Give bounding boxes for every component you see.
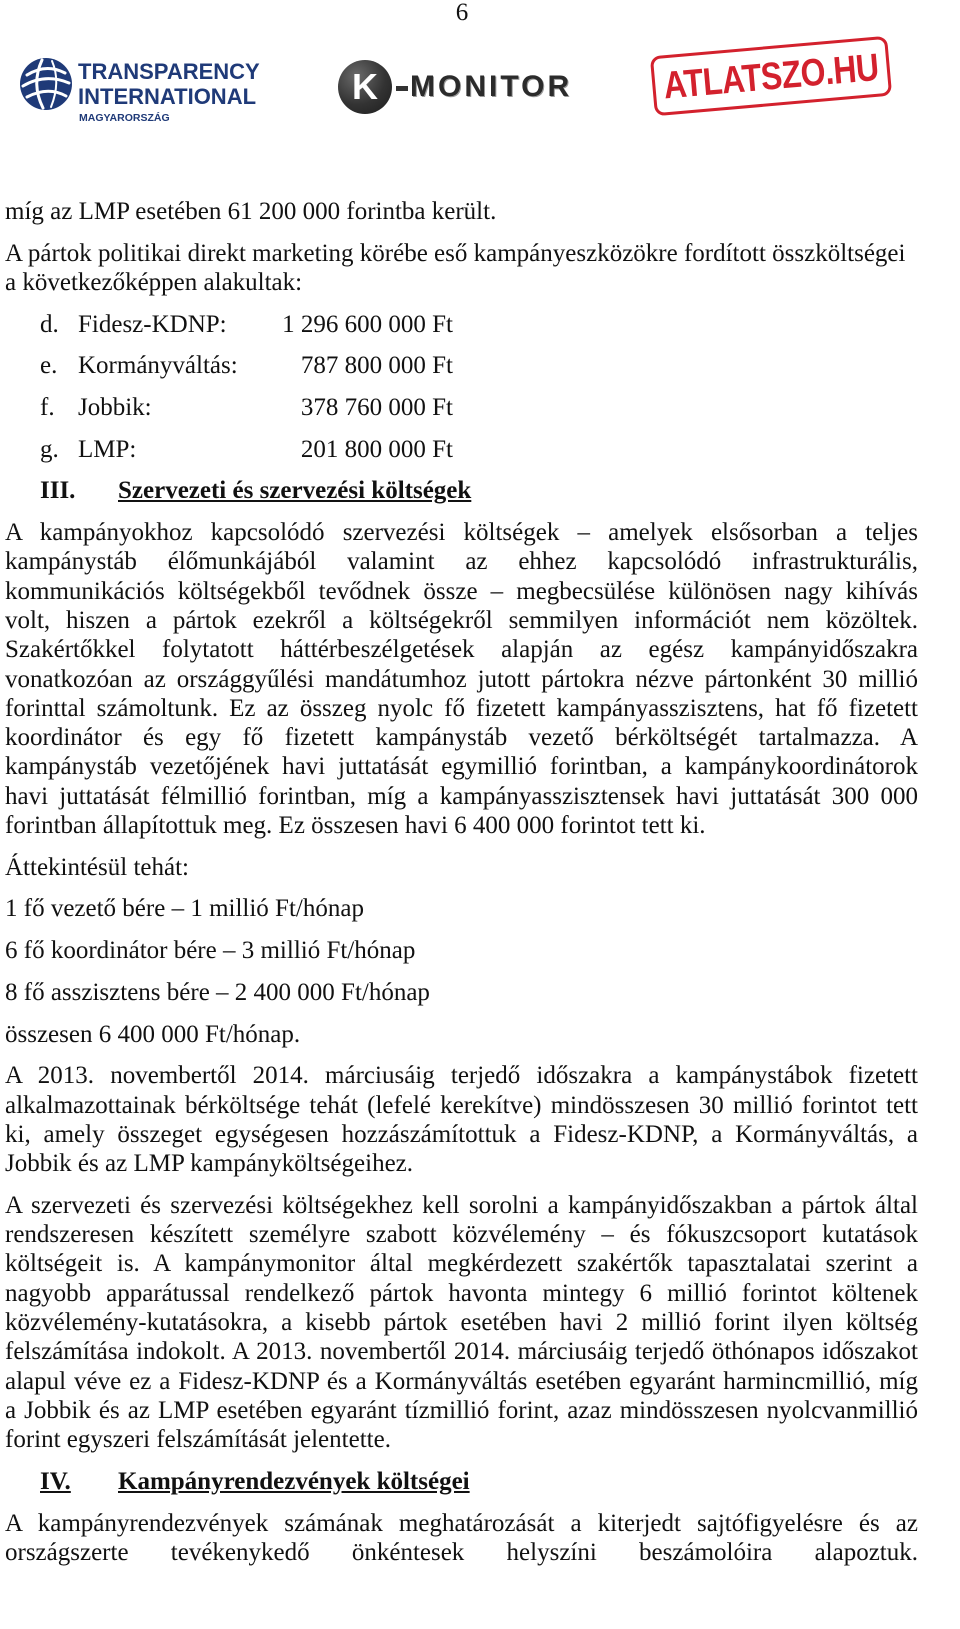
paragraph-line: A pártok politikai direkt marketing körébe eső kampányeszközökre fordított összköltségei xyxy=(5,239,906,267)
paragraph-line: kommunikációs költségekből tevődnek össze – megbecsülése különösen nagy kihívás xyxy=(5,577,918,605)
paragraph-line: 8 fő asszisztens bére – 2 400 000 Ft/hónap xyxy=(5,978,430,1006)
atlatszo-logo xyxy=(650,36,892,117)
section-title: Szervezeti és szervezési költségek xyxy=(118,477,472,505)
cost-amount: 1 296 600 000 Ft xyxy=(282,310,453,338)
party-name: Jobbik: xyxy=(78,394,152,422)
logo-text: ATLATSZO.HU xyxy=(661,45,881,107)
paragraph-line: 6 fő koordinátor bére – 3 millió Ft/hónap xyxy=(5,937,416,965)
paragraph-line: Jobbik és az LMP kampányköltségeihez. xyxy=(5,1150,414,1178)
k-monitor-badge: K xyxy=(338,60,392,114)
paragraph-line: A kampányokhoz kapcsolódó szervezési költségek – amelyek elsősorban a teljes xyxy=(5,519,918,547)
paragraph-line: a következőképpen alakultak: xyxy=(5,268,303,296)
paragraph xyxy=(5,239,918,298)
paragraph-line: nagyobb apparátussal rendelkező pártok havonta mintegy 6 millió forintot költenek xyxy=(5,1279,918,1307)
paragraph-line: forinttal számoltunk. Ez az összeg nyolc fő fizetett kampányasszisztens, hat fő fizetett xyxy=(5,694,918,722)
paragraph-line: alapul véve ez a Fidesz-KDNP és a Kormányváltás esetében egyaránt harmincmillió, míg xyxy=(5,1367,918,1395)
globe-icon xyxy=(18,56,74,112)
paragraph-line: felszámítása indokolt. A 2013. novembertől 2014. márciusáig terjedő öthónapos időszakot xyxy=(5,1338,918,1366)
paragraph-line: vonatkozóan az országgyűlési mandátumhoz jutott pártokra nézve pártonként 30 millió xyxy=(5,665,918,693)
logo-text: MONITOR xyxy=(410,70,573,103)
paragraph-line: rendszeresen készített személyre szabott közvélemény – és fókuszcsoport kutatások xyxy=(5,1221,918,1249)
paragraph-line: közvélemény-kutatásokra, a kisebb pártok esetében havi 2 millió forint ilyen költség xyxy=(5,1308,918,1336)
paragraph-line: költségeit is. A kampánymonitor által megkérdezett szakértők tapasztalatai szerint a xyxy=(5,1250,918,1278)
list-marker: e. xyxy=(40,352,58,380)
party-name: LMP: xyxy=(78,435,137,463)
logo-text-line3: MAGYARORSZÁG xyxy=(79,112,170,124)
k-monitor-logo xyxy=(338,60,583,116)
cost-list-item xyxy=(5,310,918,339)
paragraph xyxy=(5,1191,918,1455)
paragraph-line: alkalmazottainak bérköltsége tehát (lefelé kerekítve) mindösszesen 30 millió forintot tett xyxy=(5,1091,918,1119)
paragraph-line: ki, amely összeget egységesen hozzászámítottuk a Fidesz-KDNP, a Kormányváltás, a xyxy=(5,1120,918,1148)
document-body xyxy=(5,197,918,1580)
paragraph-line: országszerte tevékenykedő önkéntesek helyszíni beszámolóira alapoztuk. xyxy=(5,1538,918,1566)
paragraph-line: forint egyszeri felszámítását jelentette. xyxy=(5,1426,391,1454)
section-number: IV. xyxy=(40,1467,71,1495)
list-marker: d. xyxy=(40,310,59,338)
paragraph-line: A szervezeti és szervezési költségekhez kell sorolni a kampányidőszakban a pártok által xyxy=(5,1191,918,1219)
paragraph xyxy=(5,197,918,226)
summary-item xyxy=(5,894,918,923)
summary-total xyxy=(5,1020,918,1049)
list-marker: g. xyxy=(40,435,59,463)
transparency-international-logo xyxy=(18,56,268,128)
cost-amount: 787 800 000 Ft xyxy=(300,352,453,380)
paragraph-line: havi juttatását félmillió forintban, míg a kampányasszisztensek havi juttatását 300 000 xyxy=(5,782,918,810)
paragraph xyxy=(5,1061,918,1178)
logo-text-line1: TRANSPARENCY xyxy=(78,59,260,84)
page-number: 6 xyxy=(455,0,469,26)
summary-item xyxy=(5,936,918,965)
section-heading xyxy=(5,476,918,505)
paragraph-line: A kampányrendezvények számának meghatározását a kiterjedt sajtófigyelésre és az xyxy=(5,1509,918,1537)
paragraph-line: 1 fő vezető bére – 1 millió Ft/hónap xyxy=(5,895,364,923)
cost-list-item xyxy=(5,393,918,422)
paragraph-line: összesen 6 400 000 Ft/hónap. xyxy=(5,1020,301,1048)
summary-item xyxy=(5,978,918,1007)
cost-amount: 378 760 000 Ft xyxy=(300,394,453,422)
section-heading xyxy=(5,1467,918,1496)
paragraph-line: kampánystáb vezetőjének havi juttatását egymillió forintban, a kampánykoordinátorok xyxy=(5,753,918,781)
paragraph-line: míg az LMP esetében 61 200 000 forintba került. xyxy=(5,198,497,225)
paragraph-line: a Jobbik és az LMP esetében egyaránt tízmillió forint, azaz mindösszesen nyolcvanmillió xyxy=(5,1396,918,1424)
summary-intro xyxy=(5,853,918,882)
cost-list-item xyxy=(5,435,918,464)
paragraph-line: forintban állapítottuk meg. Ez összesen havi 6 400 000 forintot tett ki. xyxy=(5,812,706,840)
paragraph-line: volt, hiszen a pártok ezekről a költségekről semmilyen információt nem közöltek. xyxy=(5,607,918,634)
paragraph-line: Áttekintésül tehát: xyxy=(5,853,189,881)
paragraph xyxy=(5,1509,918,1568)
paragraph xyxy=(5,518,918,840)
logo-text-line2: INTERNATIONAL xyxy=(78,84,257,109)
list-marker: f. xyxy=(40,394,55,422)
party-name: Fidesz-KDNP: xyxy=(78,310,227,338)
paragraph-line: koordinátor és egy fő fizetett kampánystáb vezető bérköltségét tartalmazza. A xyxy=(5,724,918,752)
party-name: Kormányváltás: xyxy=(78,352,238,380)
cost-amount: 201 800 000 Ft xyxy=(300,435,453,463)
section-title: Kampányrendezvények költségei xyxy=(118,1467,470,1495)
logo-dash xyxy=(396,86,408,91)
paragraph-line: kampánystáb élőmunkájából valamint az ehhez kapcsolódó infrastrukturális, xyxy=(5,548,918,576)
paragraph-line: A 2013. novembertől 2014. márciusáig terjedő időszakra a kampánystábok fizetett xyxy=(5,1062,918,1090)
paragraph-line: Szakértőkkel folytatott háttérbeszélgetések alapján az egész kampányidőszakra xyxy=(5,636,918,664)
section-number: III. xyxy=(40,477,76,505)
cost-list-item xyxy=(5,351,918,380)
